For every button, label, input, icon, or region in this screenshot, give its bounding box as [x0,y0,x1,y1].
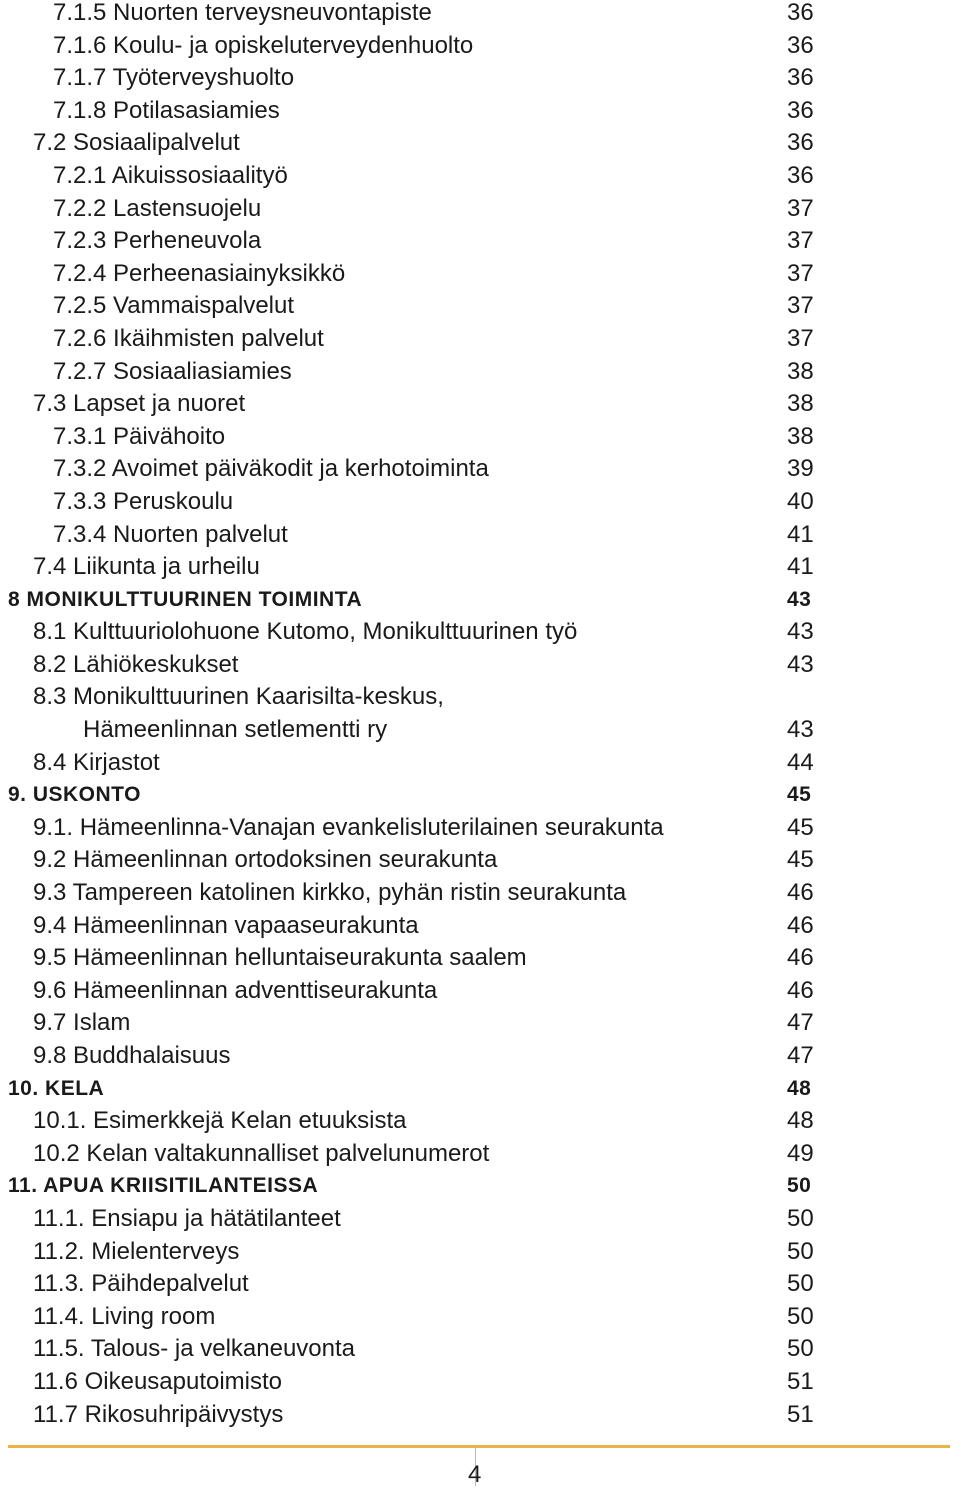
toc-entry [0,356,960,389]
toc-entry-label: 10. KELA [8,1076,105,1100]
toc-entry-label: 9.8 Buddhalaisuus [33,1042,231,1069]
toc-entry-page: 50 [787,1335,814,1363]
toc-entry [0,1007,960,1040]
toc-entry-label: 7.2 Sosiaalipalvelut [33,129,240,157]
toc-entry-page: 41 [787,553,814,581]
toc-entry [0,551,960,584]
toc-entry-page: 37 [787,324,814,352]
toc-entry-page: 38 [787,422,814,450]
toc-chapter-heading [0,779,960,812]
toc-entry-label: 7.2.2 Lastensuojelu [53,194,262,222]
toc-entry [0,62,960,95]
toc-entry [0,844,960,877]
toc-entry-label: 9.4 Hämeenlinnan vapaaseurakunta [33,911,419,939]
toc-entry-label: 8.1 Kulttuuriolohuone Kutomo, Monikulttuurinen työ [33,618,578,646]
toc-entry-page: 49 [787,1139,814,1167]
toc-entry-label: 11.3. Päihdepalvelut [33,1270,249,1298]
toc-entry-label: 9.7 Islam [33,1009,131,1037]
toc-entry-label: 7.1.6 Koulu- ja opiskeluterveydenhuolto [53,31,474,59]
toc-entry-label: 7.2.6 Ikäihmisten palvelut [53,324,324,352]
toc-entry-page: 51 [787,1400,814,1428]
toc-entry-page: 50 [787,1204,814,1232]
toc-entry-page: 36 [787,161,814,189]
toc-entry [0,323,960,356]
toc-entry-page: 47 [787,1009,814,1037]
toc-entry-page: 50 [787,1174,812,1198]
toc-entry-page: 39 [787,455,814,483]
toc-chapter-heading [0,1073,960,1106]
toc-entry-page: 46 [787,879,814,907]
toc-entry [0,0,960,30]
toc-entry-page: 37 [787,194,814,222]
toc-entry-label: 9.3 Tampereen katolinen kirkko, pyhän ristin seurakunta [33,879,627,907]
toc-entry-page: 45 [787,783,812,807]
toc-entry-page: 43 [787,716,814,744]
toc-entry-label: 8.2 Lähiökeskukset [33,650,239,678]
toc-entry [0,421,960,454]
toc-entry [0,616,960,649]
toc-entry-label: 9.2 Hämeenlinnan ortodoksinen seurakunta [33,846,498,874]
toc-entry-label: 11.7 Rikosuhripäivystys [33,1400,284,1428]
toc-entry-page: 40 [787,487,814,515]
toc-entry-page: 37 [787,259,814,287]
toc-entry-label: 8.3 Monikulttuurinen Kaarisilta-keskus, [33,683,444,711]
toc-entry [0,942,960,975]
toc-entry-label: 7.2.4 Perheenasiainyksikkö [53,259,346,287]
toc-entry-label: 10.1. Esimerkkejä Kelan etuuksista [33,1107,407,1135]
toc-entry-label: 7.4 Liikunta ja urheilu [33,553,260,581]
toc-entry [0,95,960,128]
toc-entry-label: 8 MONIKULTTUURINEN TOIMINTA [8,587,363,611]
toc-entry-label: 7.2.3 Perheneuvola [53,227,262,255]
toc-entry-label: 11.2. Mielenterveys [33,1237,240,1265]
toc-entry-continuation [0,714,960,747]
toc-entry [0,1268,960,1301]
toc-entry [0,1399,960,1432]
toc-entry-page: 36 [787,31,814,59]
toc-entry-label: 9. USKONTO [8,783,141,807]
toc-entry [0,1333,960,1366]
toc-entry-label: 7.1.7 Työterveyshuolto [53,64,295,92]
toc-entry-page: 36 [787,64,814,92]
toc-chapter-heading [0,1170,960,1203]
toc-entry-page: 36 [787,129,814,157]
toc-entry-label: 7.1.5 Nuorten terveysneuvontapiste [53,0,432,26]
toc-entry-label: 7.2.5 Vammaispalvelut [53,292,295,320]
footer-rule [8,1445,950,1448]
toc-entry [0,30,960,63]
toc-entry-label: 7.1.8 Potilasasiamies [53,96,280,124]
toc-entry-label: 11. APUA KRIISITILANTEISSA [8,1174,319,1198]
toc-entry-page: 48 [787,1107,814,1135]
toc-entry-page: 51 [787,1367,814,1395]
toc-entry-page: 43 [787,650,814,678]
toc-entry [0,1105,960,1138]
toc-entry-label: 10.2 Kelan valtakunnalliset palvelunumerot [33,1139,490,1167]
toc-entry-page: 37 [787,292,814,320]
toc-entry-page: 38 [787,390,814,418]
toc-entry-page: 46 [787,911,814,939]
page-number: 4 [468,1461,482,1488]
toc-entry [0,453,960,486]
toc-entry-page: 45 [787,846,814,874]
toc-entry [0,160,960,193]
toc-entry [0,812,960,845]
toc-entry [0,486,960,519]
toc-entry [0,877,960,910]
toc-entry-page: 43 [787,618,814,646]
toc-entry-label: 9.6 Hämeenlinnan adventtiseurakunta [33,976,438,1004]
toc-entry-page: 44 [787,748,814,776]
toc-entry-page: 50 [787,1302,814,1330]
toc-entry-label: 11.5. Talous- ja velkaneuvonta [33,1335,355,1363]
toc-entry-page: 48 [787,1076,812,1100]
toc-entry-page: 50 [787,1270,814,1298]
toc-entry-page: 38 [787,357,814,385]
toc-entry-label: 9.5 Hämeenlinnan helluntaiseurakunta saalem [33,944,527,972]
toc-entry [0,747,960,780]
toc-entry [0,975,960,1008]
toc-entry-label: 7.3.1 Päivähoito [53,422,226,450]
toc-entry-page: 45 [787,813,814,841]
toc-entry-label: 11.1. Ensiapu ja hätätilanteet [33,1204,341,1232]
toc-entry [0,1236,960,1269]
toc-entry [0,388,960,421]
toc-entry-label: 7.3.3 Peruskoulu [53,487,234,515]
toc-entry-label: 7.3 Lapset ja nuoret [33,390,246,418]
toc-entry [0,1366,960,1399]
toc-entry-label: 11.6 Oikeusaputoimisto [33,1367,283,1395]
toc-entry-label: Hämeenlinnan setlementti ry [83,716,388,744]
toc-entry-page: 36 [787,96,814,124]
toc-entry-page: 47 [787,1042,814,1069]
toc-entry-page: 36 [787,0,814,26]
toc-entry [0,519,960,552]
toc-entry-page: 37 [787,227,814,255]
toc-entry [0,1138,960,1171]
toc-entry-label: 8.4 Kirjastot [33,748,160,776]
toc-entry [0,1040,960,1073]
toc-entry-label: 7.3.2 Avoimet päiväkodit ja kerhotoiminta [53,455,489,483]
toc-entry-page: 50 [787,1237,814,1265]
toc-entry [0,649,960,682]
toc-entry-label: 9.1. Hämeenlinna-Vanajan evankelisluterilainen seurakunta [33,813,664,841]
toc-entry-label: 11.4. Living room [33,1302,216,1330]
toc-entry-label: 7.2.1 Aikuissosiaalityö [53,161,288,189]
toc-entry [0,225,960,258]
toc-entry [0,258,960,291]
toc-entry-page: 43 [787,587,812,611]
toc-entry-label: 7.2.7 Sosiaaliasiamies [53,357,292,385]
toc-chapter-heading [0,584,960,617]
toc-entry-label: 7.3.4 Nuorten palvelut [53,520,288,548]
toc-entry [0,193,960,226]
toc-entry [0,910,960,943]
toc-entry-page: 41 [787,520,814,548]
toc-entry-page: 46 [787,944,814,972]
toc-entry [0,681,960,714]
toc-entry [0,1203,960,1236]
toc-entry-page: 46 [787,976,814,1004]
toc-entry [0,127,960,160]
toc-entry [0,1301,960,1334]
toc-entry [0,290,960,323]
